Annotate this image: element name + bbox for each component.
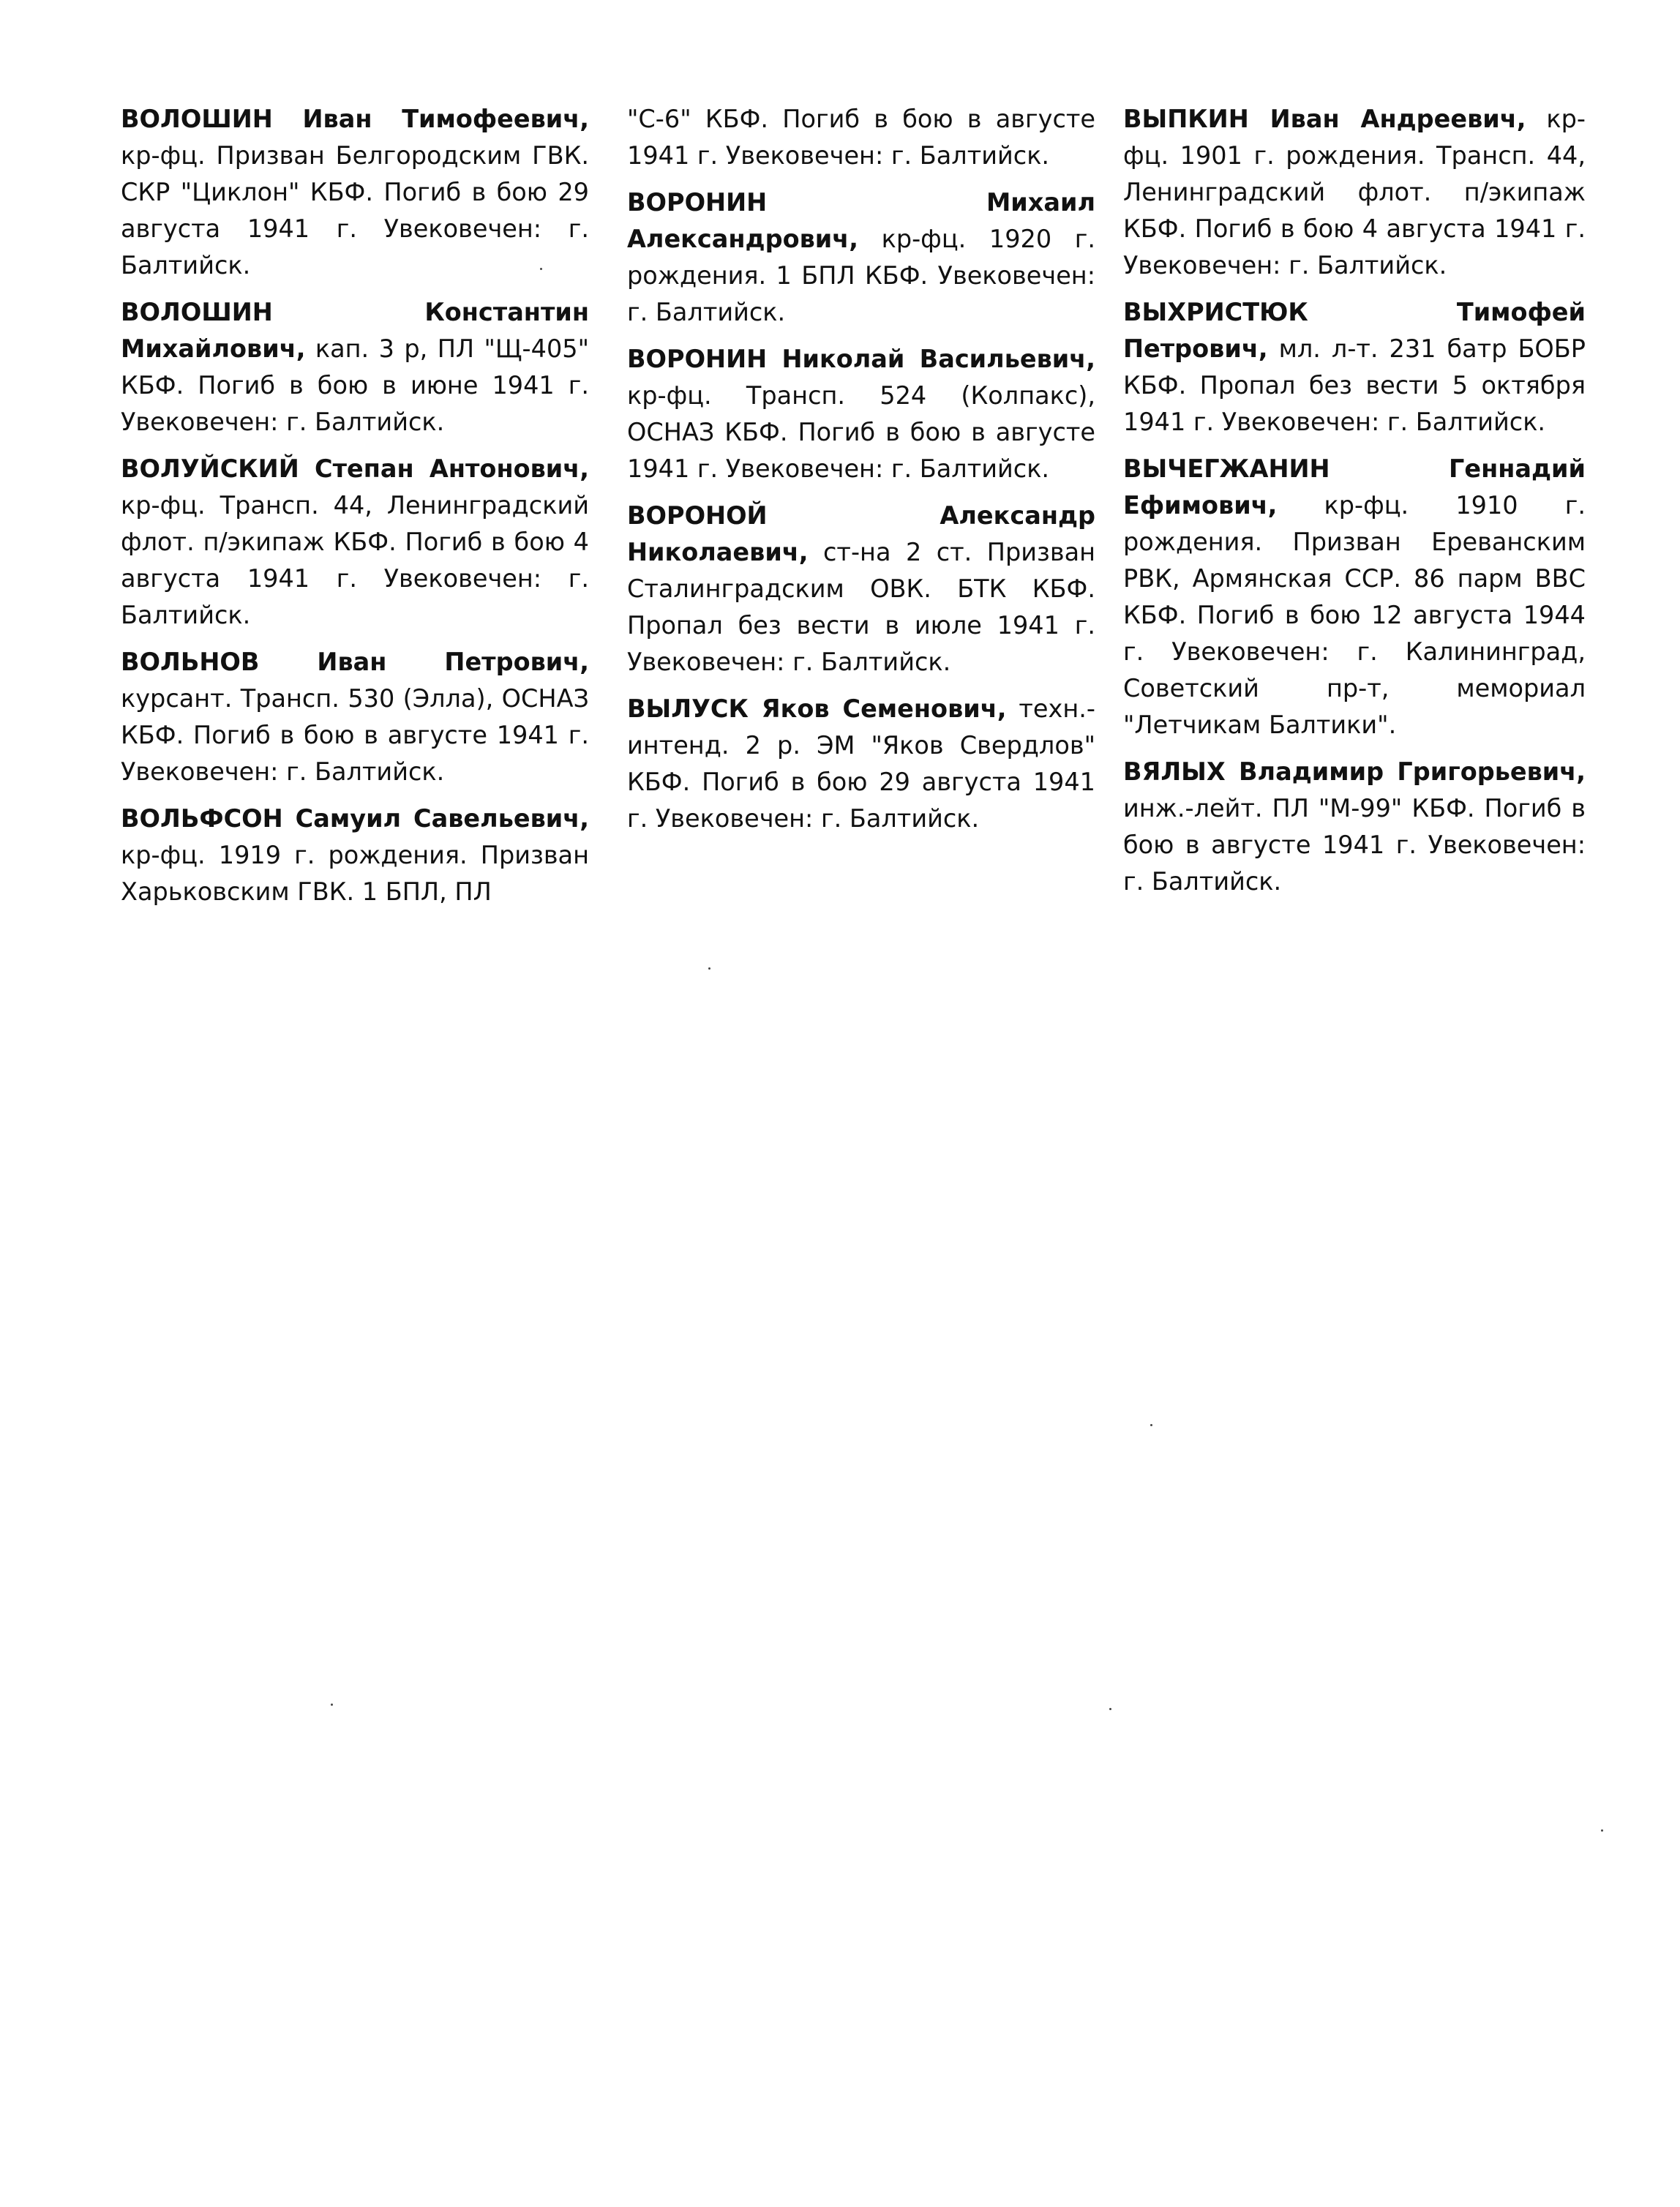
entry-name: ВОЛЬФСОН Самуил Савельевич, xyxy=(121,804,589,833)
entry-text: "С-6" КБФ. Погиб в бою в августе 1941 г. Увековечен: г. Балтийск. xyxy=(627,105,1095,170)
entry-name: ВЫХРИСТЮК Тимофей Петрович, xyxy=(1123,298,1586,363)
entry-text: техн.-интенд. 2 р. ЭМ "Яков Свердлов" КБФ. Погиб в бою 29 августа 1941 г. Увековечен: г. Балтийск. xyxy=(627,694,1095,833)
entry-text: мл. л-т. 231 батр БОБР КБФ. Пропал без вести 5 октября 1941 г. Увековечен: г. Балтийск. xyxy=(1123,334,1586,436)
column-1 xyxy=(121,101,589,921)
column-3 xyxy=(1123,101,1586,910)
entry-text: курсант. Трансп. 530 (Элла), ОСНАЗ КБФ. Погиб в бою в августе 1941 г. Увековечен: г. Балтийск. xyxy=(121,684,589,786)
entry xyxy=(1123,101,1586,284)
entry-text: кр-фц. 1910 г. рождения. Призван Ереванским РВК, Армянская ССР. 86 парм ВВС КБФ. Погиб в бою 12 августа 1944 г. Увековечен: г. Калининград, Советский пр-т, мемориал "Летчикам Балтики". xyxy=(1123,491,1586,739)
entry xyxy=(121,451,589,634)
scan-speck xyxy=(1150,1424,1152,1426)
entry xyxy=(627,691,1095,837)
entry xyxy=(121,801,589,910)
entry xyxy=(121,101,589,284)
entry xyxy=(121,644,589,790)
entry-text: инж.-лейт. ПЛ "М-99" КБФ. Погиб в бою в августе 1941 г. Увековечен: г. Балтийск. xyxy=(1123,794,1586,896)
entry-name: ВЫЛУСК Яков Семенович, xyxy=(627,694,1007,723)
entry-name: ВОЛОШИН Иван Тимофеевич, xyxy=(121,105,589,133)
scan-speck xyxy=(540,268,542,270)
scan-speck xyxy=(1601,1829,1603,1832)
scan-speck xyxy=(1109,1708,1111,1710)
entry-name: ВОЛОШИН Константин Михайлович, xyxy=(121,298,589,363)
entry-name: ВОРОНОЙ Александр Николаевич, xyxy=(627,501,1095,566)
entry-text: кр-фц. 1901 г. рождения. Трансп. 44, Ленинградский флот. п/экипаж КБФ. Погиб в бою 4 августа 1941 г. Увековечен: г. Балтийск. xyxy=(1123,105,1586,280)
entry xyxy=(627,498,1095,681)
entry-continuation xyxy=(627,101,1095,174)
entry-text: ст-на 2 ст. Призван Сталинградским ОВК. БТК КБФ. Пропал без вести в июле 1941 г. Увековечен: г. Балтийск. xyxy=(627,538,1095,676)
entry-text: кр-фц. Трансп. 524 (Колпакс), ОСНАЗ КБФ. Погиб в бою в августе 1941 г. Увековечен: г. Балтийск. xyxy=(627,381,1095,483)
entry xyxy=(1123,451,1586,743)
column-2 xyxy=(627,101,1095,847)
scan-speck xyxy=(708,967,710,970)
entry-text: кр-фц. Трансп. 44, Ленинградский флот. п/экипаж КБФ. Погиб в бою 4 августа 1941 г. Увековечен: г. Балтийск. xyxy=(121,491,589,629)
entry-name: ВЯЛЫХ Владимир Григорьевич, xyxy=(1123,757,1586,786)
entry xyxy=(627,184,1095,331)
entry xyxy=(1123,754,1586,900)
entry-name: ВЫЧЕГЖАНИН Геннадий Ефимович, xyxy=(1123,454,1586,520)
scan-speck xyxy=(331,1704,333,1706)
entry-name: ВОРОНИН Михаил Александрович, xyxy=(627,188,1095,253)
entry xyxy=(627,341,1095,487)
entry xyxy=(1123,294,1586,441)
entry xyxy=(121,294,589,441)
entry-name: ВОРОНИН Николай Васильевич, xyxy=(627,345,1095,373)
entry-text: кр-фц. 1920 г. рождения. 1 БПЛ КБФ. Увековечен: г. Балтийск. xyxy=(627,225,1095,326)
entry-name: ВЫПКИН Иван Андреевич, xyxy=(1123,105,1526,133)
entry-text: кр-фц. Призван Белгородским ГВК. СКР "Циклон" КБФ. Погиб в бою 29 августа 1941 г. Увековечен: г. Балтийск. xyxy=(121,141,589,280)
entry-text: кр-фц. 1919 г. рождения. Призван Харьковским ГВК. 1 БПЛ, ПЛ xyxy=(121,841,589,906)
entry-text: кап. 3 р, ПЛ "Щ-405" КБФ. Погиб в бою в июне 1941 г. Увековечен: г. Балтийск. xyxy=(121,334,589,436)
entry-name: ВОЛЬНОВ Иван Петрович, xyxy=(121,648,589,676)
entry-name: ВОЛУЙСКИЙ Степан Антонович, xyxy=(121,454,589,483)
